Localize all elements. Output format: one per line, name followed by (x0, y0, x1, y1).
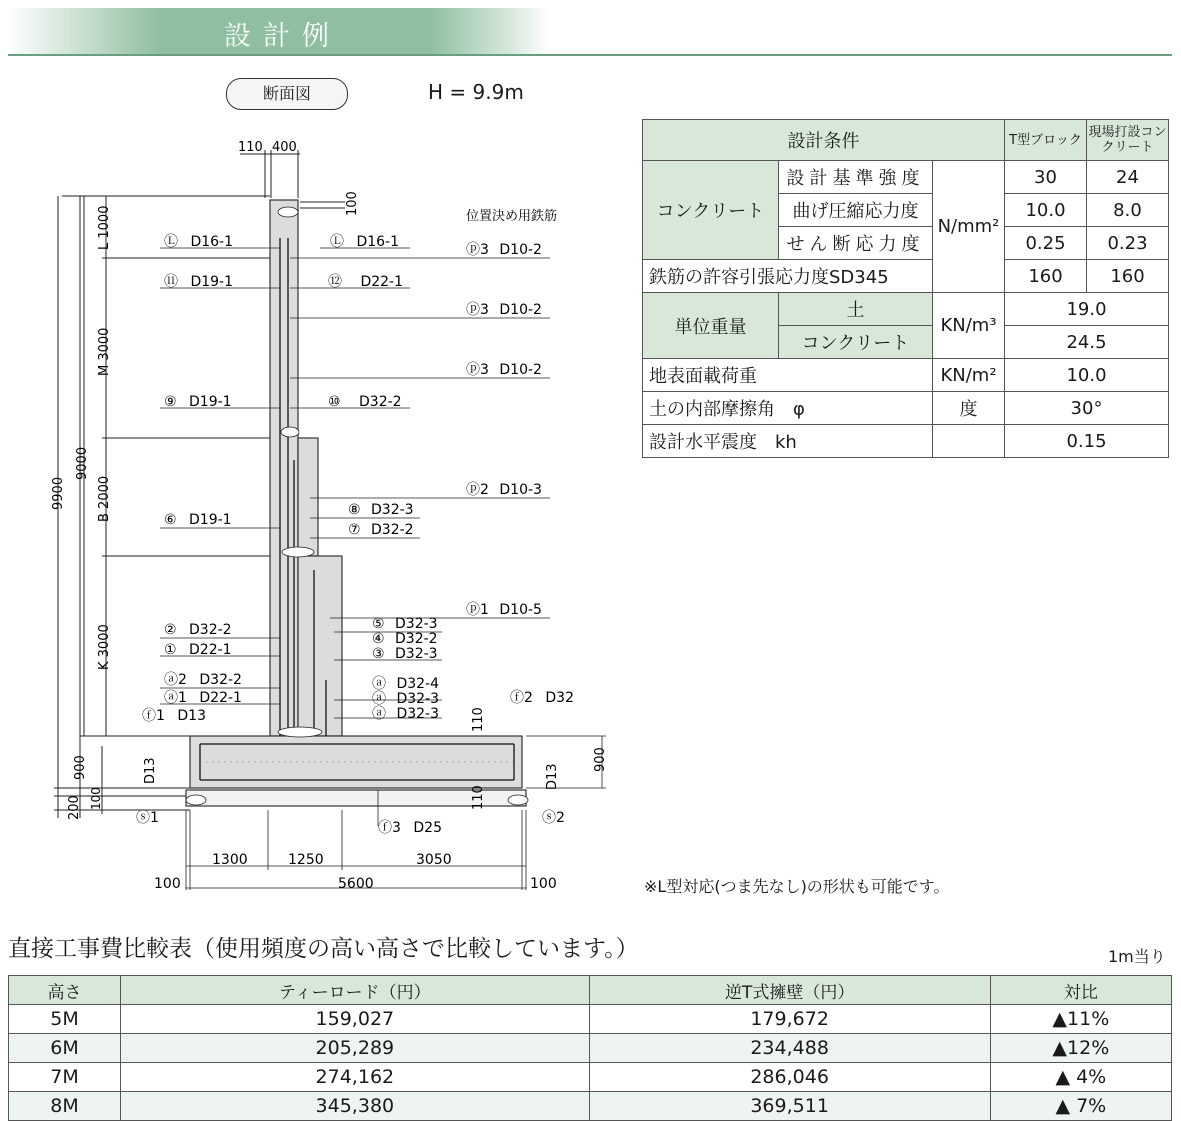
cond-value: 0.15 (1005, 425, 1169, 458)
mark-a: ⓐ (372, 691, 386, 707)
svg-text:ⓕ3 D25 (378, 820, 442, 836)
cond-unit (933, 425, 1005, 458)
unit-weight-group: 単位重量 (643, 293, 779, 359)
cell: ▲11% (990, 1005, 1171, 1034)
svg-text:ⓐ2 D32-2 (164, 672, 242, 688)
cell: 286,046 (589, 1063, 990, 1092)
mark-p2: ⓟ2 (466, 482, 489, 498)
rebar-label: D16-1 (190, 234, 234, 250)
mark-L-mid: Ⓛ (330, 234, 344, 250)
svg-text:⑪ D19-1 (164, 274, 233, 290)
cell: ▲12% (990, 1034, 1171, 1063)
comparison-title: 直接工事費比較表（使用頻度の高い高さで比較しています。） (8, 936, 639, 962)
page-title: 設計例 (224, 21, 341, 52)
cond-col2: 現場打設コンクリート (1087, 120, 1169, 161)
comparison-unit: 1m当り (1108, 947, 1166, 966)
l-type-note: ※L型対応(つま先なし)の形状も可能です。 (644, 877, 950, 896)
mark-a1: ⓐ1 (164, 690, 187, 706)
cond-label: 設計水平震度 kh (643, 425, 933, 458)
svg-text:① D22-1 (164, 642, 232, 658)
rebar-label: D19-1 (190, 274, 234, 290)
mark-8: ⑧ (348, 502, 361, 518)
svg-text:ⓐ D32-4 (372, 676, 439, 692)
rebar-label: D25 (413, 820, 442, 836)
table-row (9, 1092, 1172, 1121)
svg-text:⑩ D32-2 (328, 394, 402, 410)
mark-p3: ⓟ3 (466, 242, 489, 258)
rebar-label: D19-1 (189, 394, 232, 410)
cell: 274,162 (121, 1063, 590, 1092)
dim-1300: 1300 (212, 852, 248, 868)
rebar-label: D32-4 (396, 676, 440, 692)
design-conditions-table (642, 119, 1169, 458)
dim-9000: 9000 (75, 446, 90, 480)
dim-3050: 3050 (416, 852, 452, 868)
cond-label: 曲げ圧縮応力度 (779, 194, 933, 227)
cond-unit-knm3: KN/m³ (933, 293, 1005, 359)
dim-110-top: 110 (471, 707, 486, 732)
cond-col1: T型ブロック (1005, 120, 1087, 161)
cell: 205,289 (121, 1034, 590, 1063)
cond-label: 土の内部摩擦角 φ (643, 392, 933, 425)
table-row (9, 1005, 1172, 1034)
rebar-label: D10-2 (499, 362, 542, 378)
rebar-label: D10-2 (499, 242, 542, 258)
mark-a2: ⓐ2 (164, 672, 187, 688)
cond-label: 地表面載荷重 (643, 359, 933, 392)
svg-text:ⓐ1 D22-1 (164, 690, 242, 706)
mark-2: ② (164, 622, 177, 638)
mark-a: ⓐ (372, 706, 386, 722)
svg-text:② D32-2 (164, 622, 232, 638)
rebar-label: D32-2 (189, 622, 232, 638)
svg-text:③ D32-3 (372, 646, 438, 662)
section-header (8, 8, 1172, 56)
mark-4: ④ (372, 631, 385, 647)
position-rebar-title: 位置決め用鉄筋 (466, 209, 558, 224)
mark-L-left: Ⓛ (164, 234, 178, 250)
svg-text:⑦ D32-2 (348, 522, 414, 538)
svg-text:ⓟ3 D10-2 (466, 362, 542, 378)
cond-unit: 度 (933, 392, 1005, 425)
cond-value: 30° (1005, 392, 1169, 425)
svg-text:Ⓛ D16-1 (164, 234, 233, 250)
col-header: ティーロード（円） (121, 976, 590, 1005)
comparison-table (8, 975, 1172, 1121)
dim-9900: 9900 (51, 476, 66, 510)
rebar-label: D22-1 (189, 642, 232, 658)
dim-K: K 3000 (97, 624, 112, 670)
svg-text:⑥ D19-1 (164, 512, 232, 528)
mark-p1: ⓟ1 (466, 602, 489, 618)
mark-p3: ⓟ3 (466, 302, 489, 318)
cell: 369,511 (589, 1092, 990, 1121)
cond-label: せん断応力度 (779, 227, 933, 260)
svg-text:ⓐ D32-3 (372, 691, 439, 707)
svg-text:Ⓛ D16-1 (330, 234, 399, 250)
cell: 5M (9, 1005, 121, 1034)
svg-text:ⓟ3 D10-2 (466, 302, 542, 318)
svg-text:ⓕ1 D13 (142, 708, 206, 724)
dim-100-bl: 100 (154, 876, 181, 892)
rebar-label: D10-3 (499, 482, 542, 498)
cond-label: 鉄筋の許容引張応力度SD345 (643, 260, 933, 293)
table-row (9, 1063, 1172, 1092)
rebar-label: D10-5 (499, 602, 542, 618)
height-label: H = 9.9m (428, 80, 524, 104)
rebar-label: D32-3 (395, 646, 438, 662)
rebar-label: D22-1 (199, 690, 242, 706)
cell: 179,672 (589, 1005, 990, 1034)
cell: 8M (9, 1092, 121, 1121)
cell: ▲ 4% (990, 1063, 1171, 1092)
mark-9: ⑨ (164, 394, 177, 410)
cond-value: 160 (1087, 260, 1169, 293)
cond-value: 19.0 (1005, 293, 1169, 326)
d13-left: D13 (143, 757, 158, 784)
rebar-label: D32-2 (199, 672, 242, 688)
rebar-label: D32-2 (359, 394, 402, 410)
dim-M: M 3000 (97, 327, 112, 376)
cross-section-drawing (0, 120, 640, 900)
dim-100-br: 100 (530, 876, 557, 892)
cond-unit-nmm: N/mm² (933, 161, 1005, 293)
cond-value: 30 (1005, 161, 1087, 194)
rebar-label: D32-3 (395, 616, 438, 632)
cell: 7M (9, 1063, 121, 1092)
cond-unit: KN/m² (933, 359, 1005, 392)
cond-label: 土 (779, 293, 933, 326)
mark-10: ⑩ (328, 394, 341, 410)
cond-value: 0.25 (1005, 227, 1087, 260)
mark-3: ③ (372, 646, 385, 662)
rebar-label: D32-2 (371, 522, 414, 538)
col-header: 高さ (9, 976, 121, 1005)
dim-200-left: 200 (67, 795, 82, 820)
col-header: 対比 (990, 976, 1171, 1005)
svg-text:⑫ D22-1 (328, 274, 403, 290)
cell: 234,488 (589, 1034, 990, 1063)
svg-text:ⓟ3 D10-2 (466, 242, 542, 258)
rebar-label: D22-1 (360, 274, 404, 290)
rebar-label: D19-1 (189, 512, 232, 528)
cond-value: 24.5 (1005, 326, 1169, 359)
cond-label: 設計基準強度 (779, 161, 933, 194)
d13-right: D13 (545, 763, 560, 790)
rebar-label: D16-1 (356, 234, 400, 250)
dim-L: L 1000 (97, 205, 112, 250)
dim-5600: 5600 (338, 876, 374, 892)
cond-value: 24 (1087, 161, 1169, 194)
rebar-label: D32-3 (396, 706, 440, 722)
dim-110-bot: 110 (471, 785, 486, 810)
svg-text:④ D32-2 (372, 631, 438, 647)
cond-value: 160 (1005, 260, 1087, 293)
dim-B: B 2000 (97, 475, 112, 522)
mark-f3: ⓕ3 (378, 820, 401, 836)
col-header: 逆T式擁壁（円） (589, 976, 990, 1005)
dim-900-left: 900 (73, 755, 88, 780)
mark-5: ⑤ (372, 616, 385, 632)
cond-label: コンクリート (779, 326, 933, 359)
mark-s1: ⓢ1 (136, 810, 159, 826)
table-row (9, 1034, 1172, 1063)
cond-value: 10.0 (1005, 359, 1169, 392)
dim-1250: 1250 (288, 852, 324, 868)
svg-text:ⓐ D32-3 (372, 706, 439, 722)
mark-f2: ⓕ2 (510, 690, 533, 706)
mark-1: ① (164, 642, 177, 658)
cond-value: 10.0 (1005, 194, 1087, 227)
svg-text:⑤ D32-3 (372, 616, 438, 632)
dim-900-right: 900 (593, 747, 608, 772)
dim-100-top: 100 (345, 191, 360, 216)
rebar-label: D32 (545, 690, 574, 706)
dim-400: 400 (272, 140, 297, 155)
mark-a: ⓐ (372, 676, 386, 692)
section-pill: 断面図 (226, 78, 348, 110)
svg-text:⑧ D32-3 (348, 502, 414, 518)
cell: 6M (9, 1034, 121, 1063)
cell: ▲ 7% (990, 1092, 1171, 1121)
dim-100-left: 100 (89, 787, 103, 810)
cond-value: 8.0 (1087, 194, 1169, 227)
cell: 345,380 (121, 1092, 590, 1121)
mark-11: ⑪ (164, 274, 178, 290)
mark-6: ⑥ (164, 512, 177, 528)
dim-110: 110 (238, 140, 263, 155)
mark-s2: ⓢ2 (542, 810, 565, 826)
rebar-label: D32-3 (396, 691, 440, 707)
cond-value: 0.23 (1087, 227, 1169, 260)
cell: 159,027 (121, 1005, 590, 1034)
mark-12: ⑫ (328, 274, 342, 290)
rebar-label: D32-2 (395, 631, 438, 647)
concrete-group: コンクリート (643, 161, 779, 260)
mark-p3: ⓟ3 (466, 362, 489, 378)
rebar-label: D32-3 (371, 502, 414, 518)
svg-text:⑨ D19-1 (164, 394, 232, 410)
svg-text:ⓕ2 D32 (510, 690, 574, 706)
rebar-label: D13 (177, 708, 206, 724)
svg-text:ⓟ2 D10-3 (466, 482, 542, 498)
mark-f1: ⓕ1 (142, 708, 165, 724)
svg-text:ⓟ1 D10-5 (466, 602, 542, 618)
cond-header: 設計条件 (643, 120, 1005, 161)
rebar-label: D10-2 (499, 302, 542, 318)
mark-7: ⑦ (348, 522, 361, 538)
